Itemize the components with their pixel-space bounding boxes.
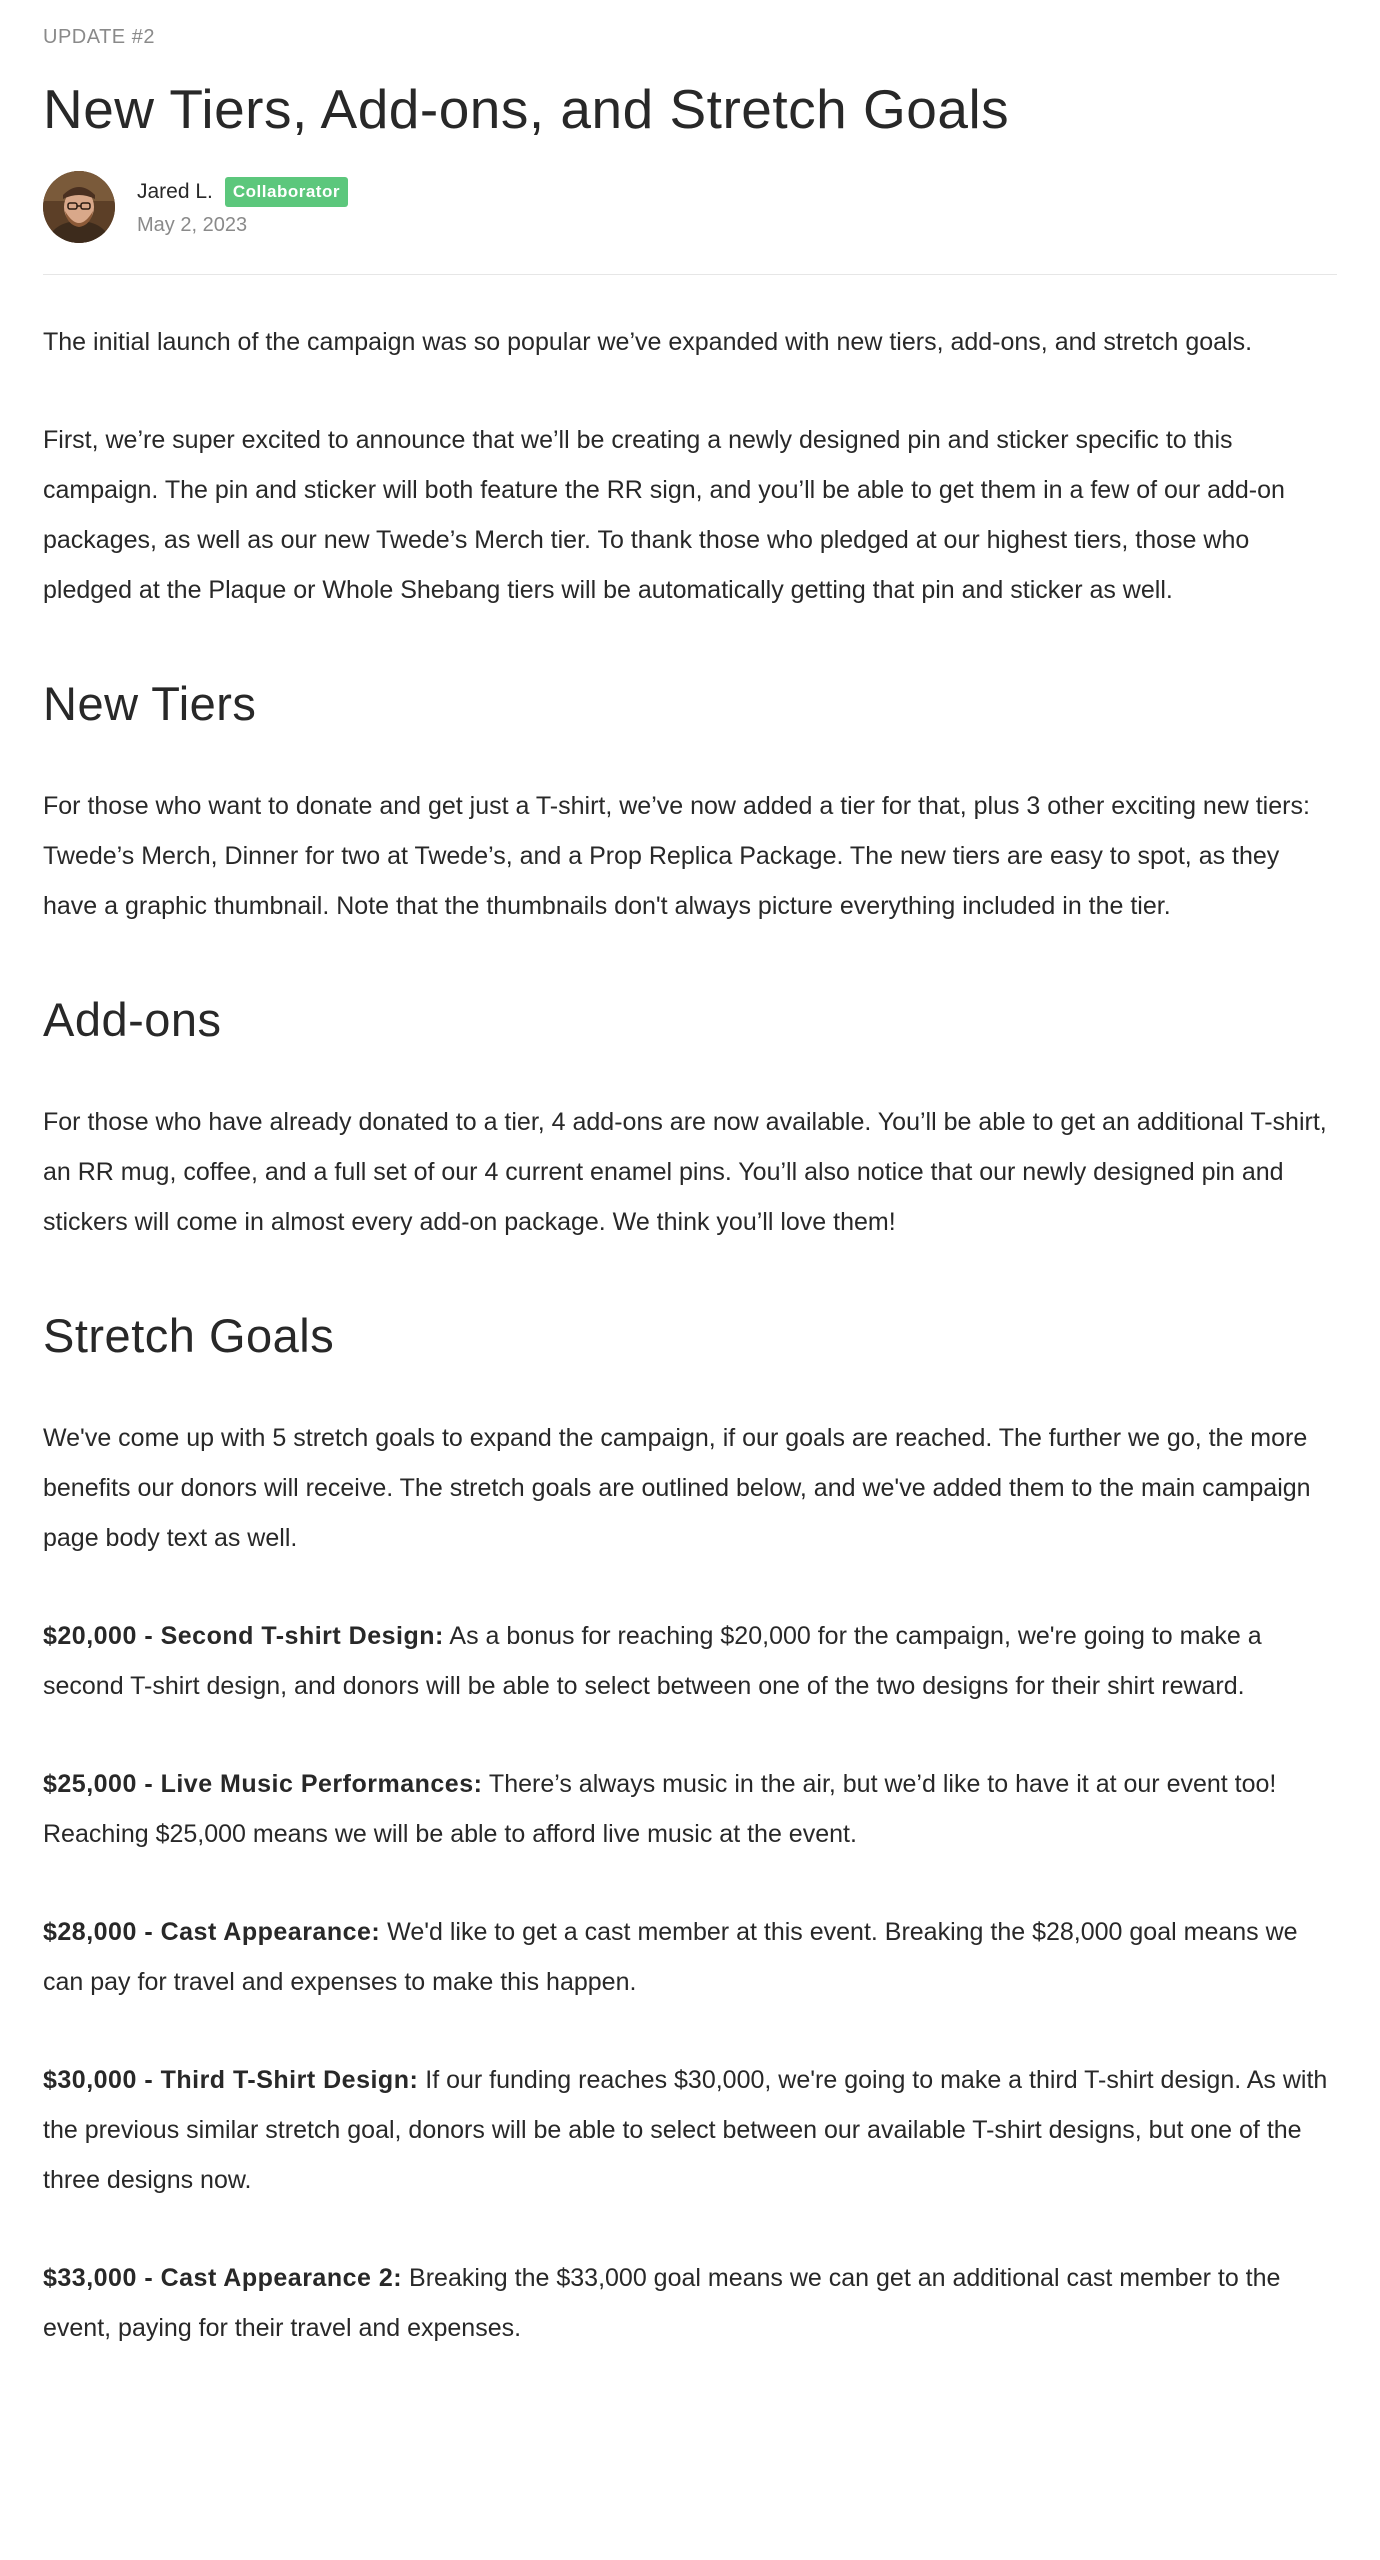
addons-paragraph: For those who have already donated to a tier, 4 add-ons are now available. You’ll be able to get an additional T-shirt, an RR mug, coffee, and a full set of our 4 current enamel pins. You’ll also notice that our newly designed pin and stickers will come in almost every add-on package. We think you’ll love them! — [43, 1108, 1327, 1236]
stretch-goal-item — [43, 1611, 1337, 1711]
user-avatar-photo-icon — [43, 171, 115, 243]
author-avatar[interactable] — [43, 171, 115, 243]
stretch-goal-label: $20,000 - Second T-shirt Design: — [43, 1622, 444, 1650]
pin-sticker-paragraph: First, we’re super excited to announce that we’ll be creating a newly designed pin and sticker specific to this campaign. The pin and sticker will both feature the RR sign, and you’ll be able to get them in a few of our add-on packages, as well as our new Twede’s Merch tier. To thank those who pledged at our highest tiers, those who pledged at the Plaque or Whole Shebang tiers will be automatically getting that pin and sticker as well. — [43, 426, 1285, 604]
header-divider — [43, 274, 1337, 275]
stretch-goal-text: As a bonus for reaching $20,000 for the campaign, we're going to make a second T-shirt design, and donors will be able to select between one of the two designs for their shirt reward. — [43, 1622, 1262, 1700]
stretch-goal-item — [43, 2055, 1337, 2205]
update-number: UPDATE #2 — [43, 26, 155, 48]
stretch-goal-text: If our funding reaches $30,000, we're going to make a third T-shirt design. As with the previous similar stretch goal, donors will be able to select between our available T-shirt designs, but one of the three designs now. — [43, 2066, 1328, 2194]
stretch-goal-item — [43, 2253, 1337, 2353]
author-line — [137, 175, 348, 209]
update-title: New Tiers, Add-ons, and Stretch Goals — [43, 78, 1010, 140]
stretch-goal-item — [43, 1907, 1337, 2007]
new-tiers-paragraph: For those who want to donate and get just a T-shirt, we’ve now added a tier for that, plus 3 other exciting new tiers: Twede’s Merch, Dinner for two at Twede’s, and a Prop Replica Package. The new tiers are easy to spot, as they have a graphic thumbnail. Note that the thumbnails don't always picture everything included in the tier. — [43, 792, 1317, 920]
stretch-goal-label: $28,000 - Cast Appearance: — [43, 1918, 381, 1946]
stretch-goal-item — [43, 1759, 1337, 1859]
post-date: May 2, 2023 — [137, 214, 248, 236]
stretch-goals-intro: We've come up with 5 stretch goals to expand the campaign, if our goals are reached. The further we go, the more benefits our donors will receive. The stretch goals are outlined below, and we've added them to the main campaign page body text as well. — [43, 1424, 1311, 1552]
new-tiers-heading: New Tiers — [43, 677, 257, 730]
author-info — [137, 175, 348, 239]
author-row — [43, 170, 1337, 244]
stretch-goal-label: $30,000 - Third T-Shirt Design: — [43, 2066, 419, 2094]
stretch-goal-text: We'd like to get a cast member at this event. Breaking the $28,000 goal means we can pay for travel and expenses to make this happen. — [43, 1918, 1298, 1996]
author-name[interactable]: Jared L. — [137, 180, 213, 203]
collaborator-badge: Collaborator — [225, 177, 348, 207]
stretch-goal-text: Breaking the $33,000 goal means we can get an additional cast member to the event, paying for their travel and expenses. — [43, 2264, 1281, 2342]
stretch-goal-label: $25,000 - Live Music Performances: — [43, 1770, 483, 1798]
addons-heading: Add-ons — [43, 993, 222, 1046]
stretch-goal-label: $33,000 - Cast Appearance 2: — [43, 2264, 403, 2292]
stretch-goal-text: There’s always music in the air, but we’d like to have it at our event too! Reaching $25,000 means we will be able to afford live music at the event. — [43, 1770, 1277, 1848]
stretch-goals-heading: Stretch Goals — [43, 1309, 335, 1362]
intro-paragraph: The initial launch of the campaign was so popular we’ve expanded with new tiers, add-ons, and stretch goals. — [43, 328, 1253, 356]
